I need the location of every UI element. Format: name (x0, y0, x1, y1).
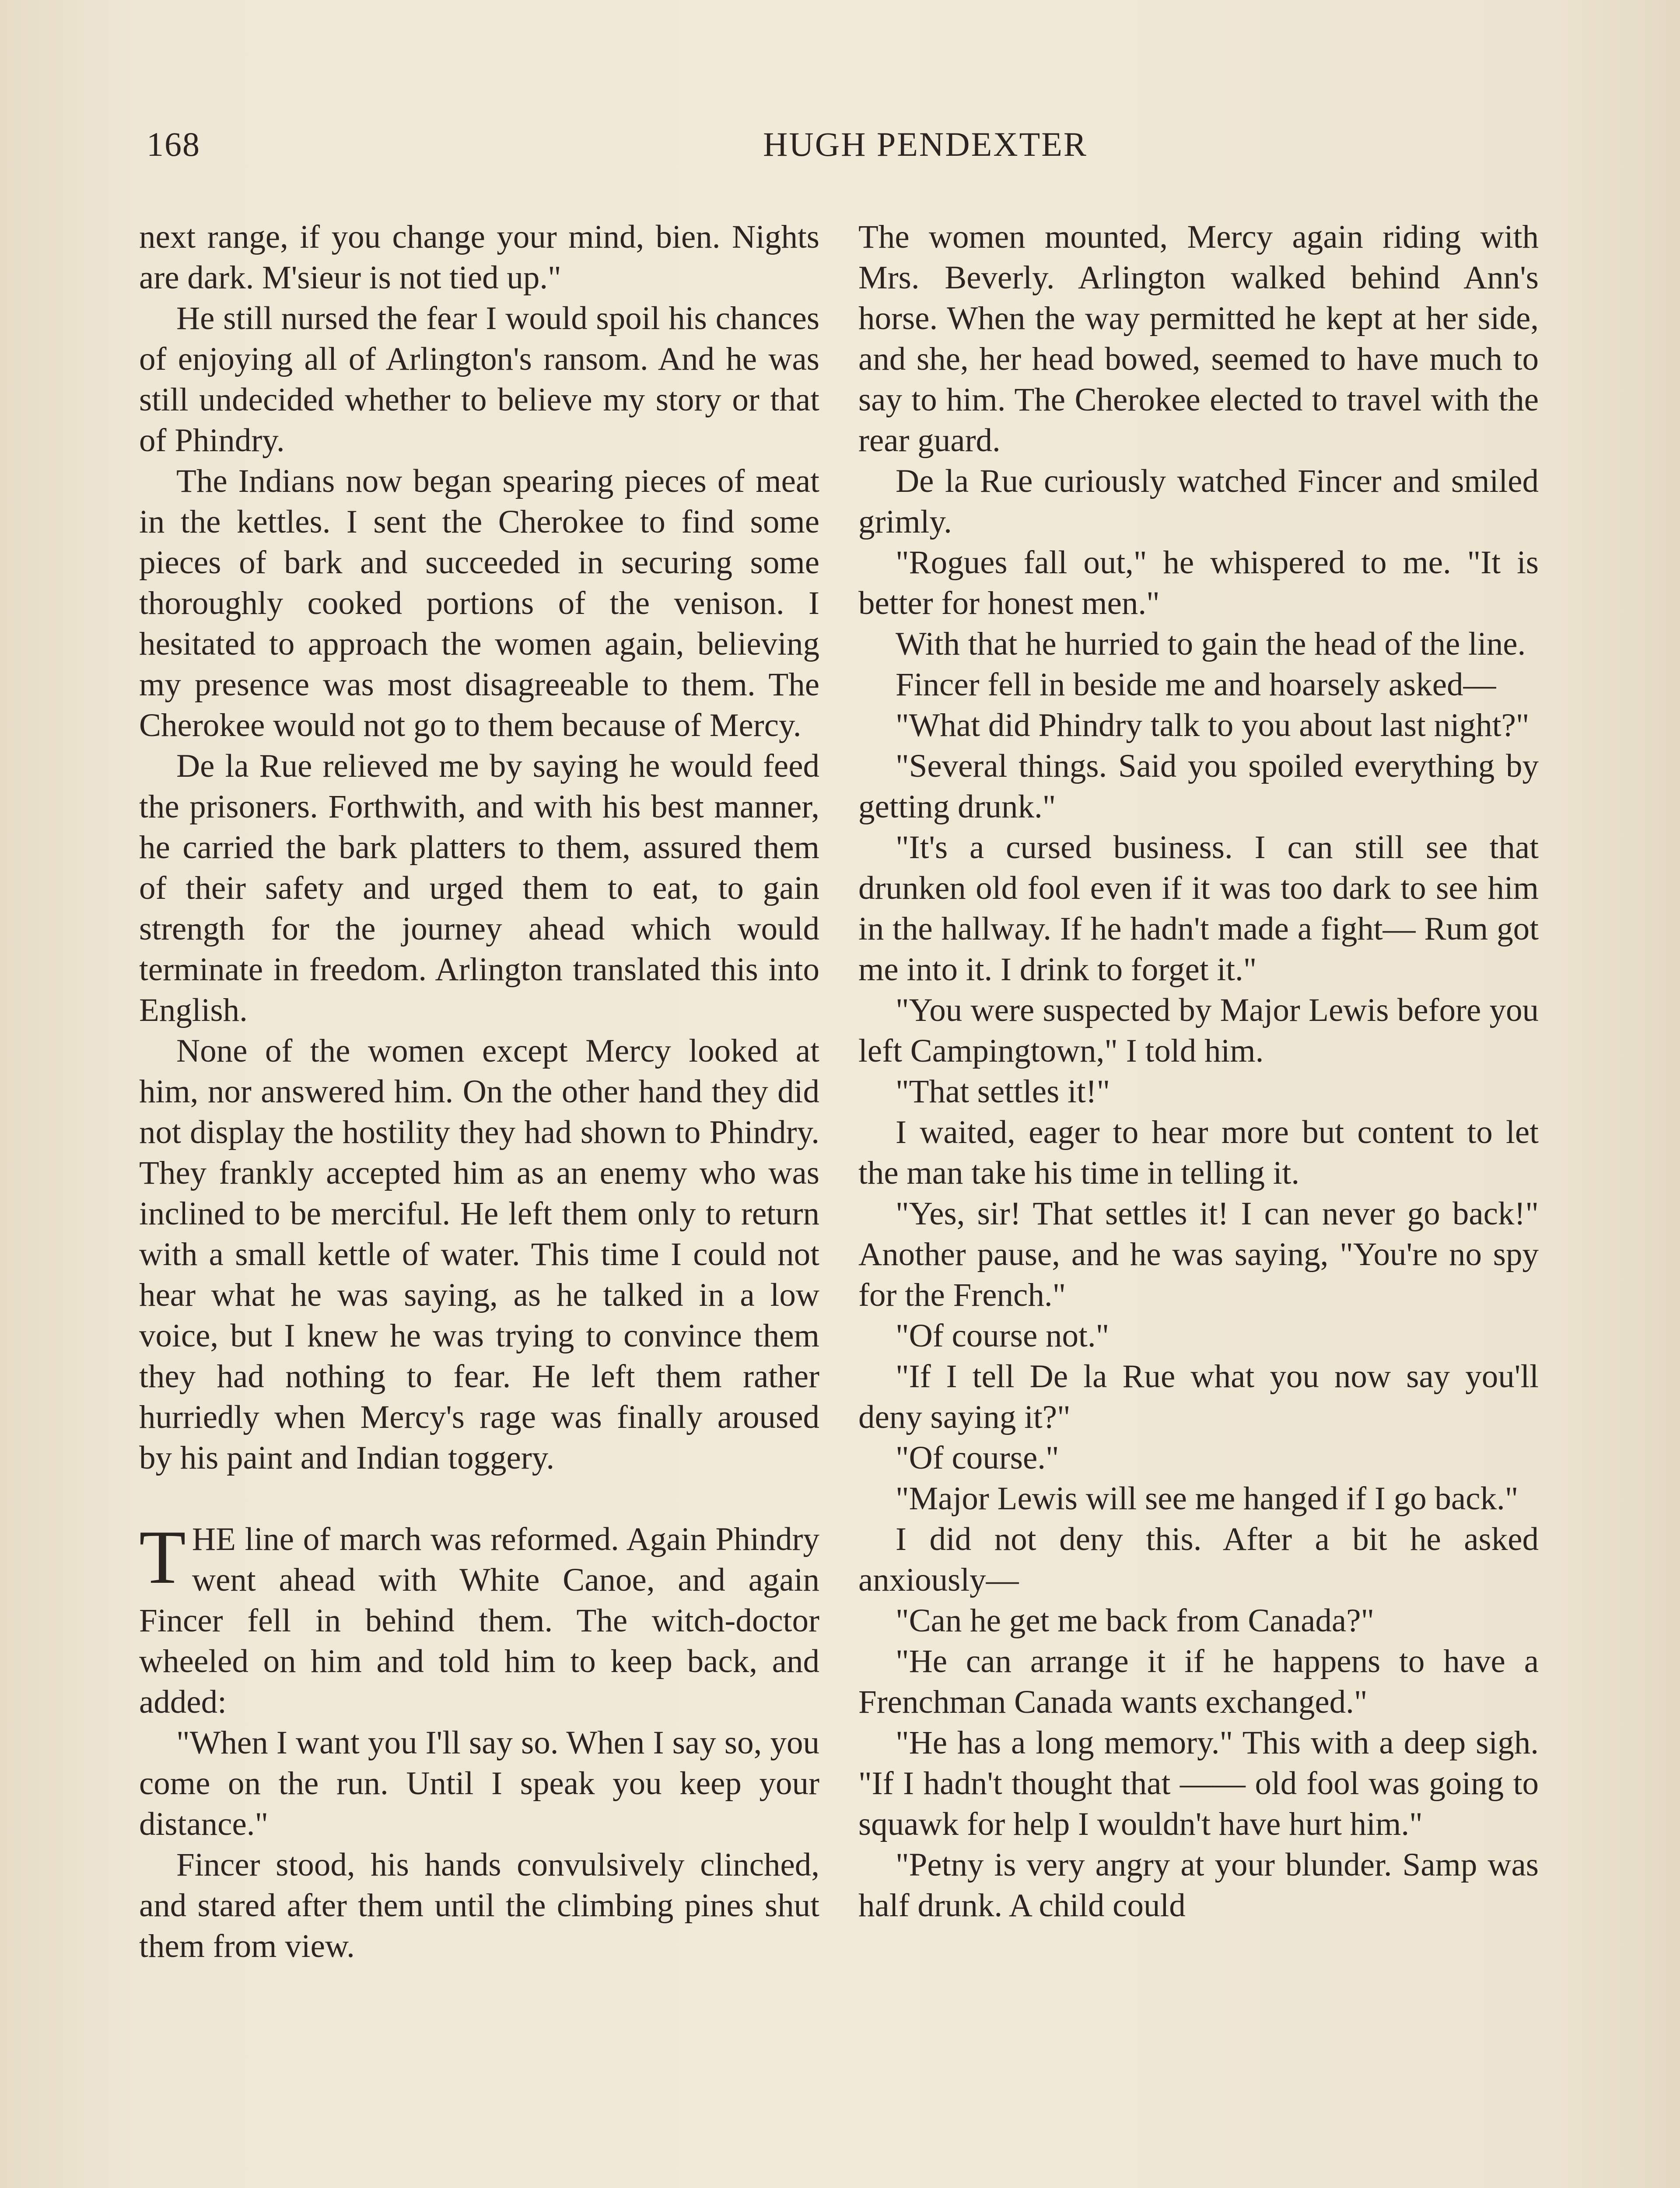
section-opening-text: HE line of march was reformed. Again Phindry went ahead with White Canoe, and again Fincer fell in behind them. The witch-doctor wheeled on him and told him to keep back, and added: (139, 1521, 819, 1720)
section-break (139, 1478, 819, 1519)
paragraph: "He can arrange it if he happens to have a Frenchman Canada wants exchanged." (858, 1643, 1539, 1720)
paragraph: "Of course not." (896, 1318, 1110, 1354)
paragraph: "Rogues fall out," he whispered to me. "It is better for honest men." (858, 544, 1539, 621)
running-head: HUGH PENDEXTER (763, 125, 1088, 163)
paragraph: "What did Phindry talk to you about last night?" (896, 707, 1530, 743)
paragraph: With that he hurried to gain the head of the line. (896, 626, 1526, 662)
paragraph: "You were suspected by Major Lewis before you left Campingtown," I told him. (858, 992, 1539, 1069)
drop-cap: T (139, 1515, 186, 1599)
right-column (858, 217, 1539, 1926)
paragraph: I waited, eager to hear more but content to let the man take his time in telling it. (858, 1114, 1539, 1191)
paragraph: Fincer fell in beside me and hoarsely asked— (896, 666, 1496, 703)
paragraph: De la Rue curiously watched Fincer and smiled grimly. (858, 463, 1539, 540)
paragraph: "Can he get me back from Canada?" (896, 1602, 1375, 1639)
section-opening-paragraph (139, 1515, 819, 1722)
paragraph: He still nursed the fear I would spoil his chances of enjoying all of Arlington's ransom. And he was still undecided whether to believe my story or that of Phindry. (139, 300, 819, 459)
paragraph: The women mounted, Mercy again riding with Mrs. Beverly. Arlington walked behind Ann's horse. When the way permitted he kept at her side, and she, her head bowed, seemed to have much to say to him. The Cherokee elected to travel with the rear guard. (858, 219, 1539, 459)
paragraph: "That settles it!" (896, 1073, 1110, 1110)
paragraph: "Petny is very angry at your blunder. Samp was half drunk. A child could (858, 1847, 1539, 1924)
left-column (139, 217, 819, 1967)
paragraph: "Major Lewis will see me hanged if I go back." (896, 1480, 1519, 1517)
paragraph: next range, if you change your mind, bien. Nights are dark. M'sieur is not tied up." (139, 219, 819, 296)
paragraph: The Indians now began spearing pieces of meat in the kettles. I sent the Cherokee to find some pieces of bark and succeeded in securing some thoroughly cooked portions of the venison. I hesitated to approach the women again, believing my presence was most disagreeable to them. The Cherokee would not go to them because of Mercy. (139, 463, 819, 743)
paragraph: "When I want you I'll say so. When I say so, you come on the run. Until I speak you keep your distance." (139, 1725, 819, 1842)
paragraph: "It's a cursed business. I can still see that drunken old fool even if it was too dark to see him in the hallway. If he hadn't made a fight— Rum got me into it. I drink to forget it." (858, 829, 1539, 988)
paragraph: I did not deny this. After a bit he asked anxiously— (858, 1521, 1539, 1598)
page-number: 168 (147, 125, 200, 163)
paragraph: De la Rue relieved me by saying he would feed the prisoners. Forthwith, and with his best manner, he carried the bark platters to them, assured them of their safety and urged them to eat, to gain strength for the journey ahead which would terminate in freedom. Arlington translated this into English. (139, 748, 819, 1028)
paragraph: "If I tell De la Rue what you now say you'll deny saying it?" (858, 1358, 1539, 1435)
paragraph: "Several things. Said you spoiled everything by getting drunk." (858, 748, 1539, 825)
paragraph: "Yes, sir! That settles it! I can never go back!" Another pause, and he was saying, "You're no spy for the French." (858, 1196, 1539, 1313)
paragraph: Fincer stood, his hands convulsively clinched, and stared after them until the climbing pines shut them from view. (139, 1847, 819, 1964)
paragraph: "He has a long memory." This with a deep sigh. "If I hadn't thought that —— old fool was going to squawk for help I wouldn't have hurt him." (858, 1725, 1539, 1842)
paragraph: "Of course." (896, 1440, 1059, 1476)
paragraph: None of the women except Mercy looked at him, nor answered him. On the other hand they did not display the hostility they had shown to Phindry. They frankly accepted him as an enemy who was inclined to be merciful. He left them only to return with a small kettle of water. This time I could not hear what he was saying, as he talked in a low voice, but I knew he was trying to convince them they had nothing to fear. He left them rather hurriedly when Mercy's rage was finally aroused by his paint and Indian toggery. (139, 1033, 819, 1476)
page-header (147, 125, 1547, 186)
